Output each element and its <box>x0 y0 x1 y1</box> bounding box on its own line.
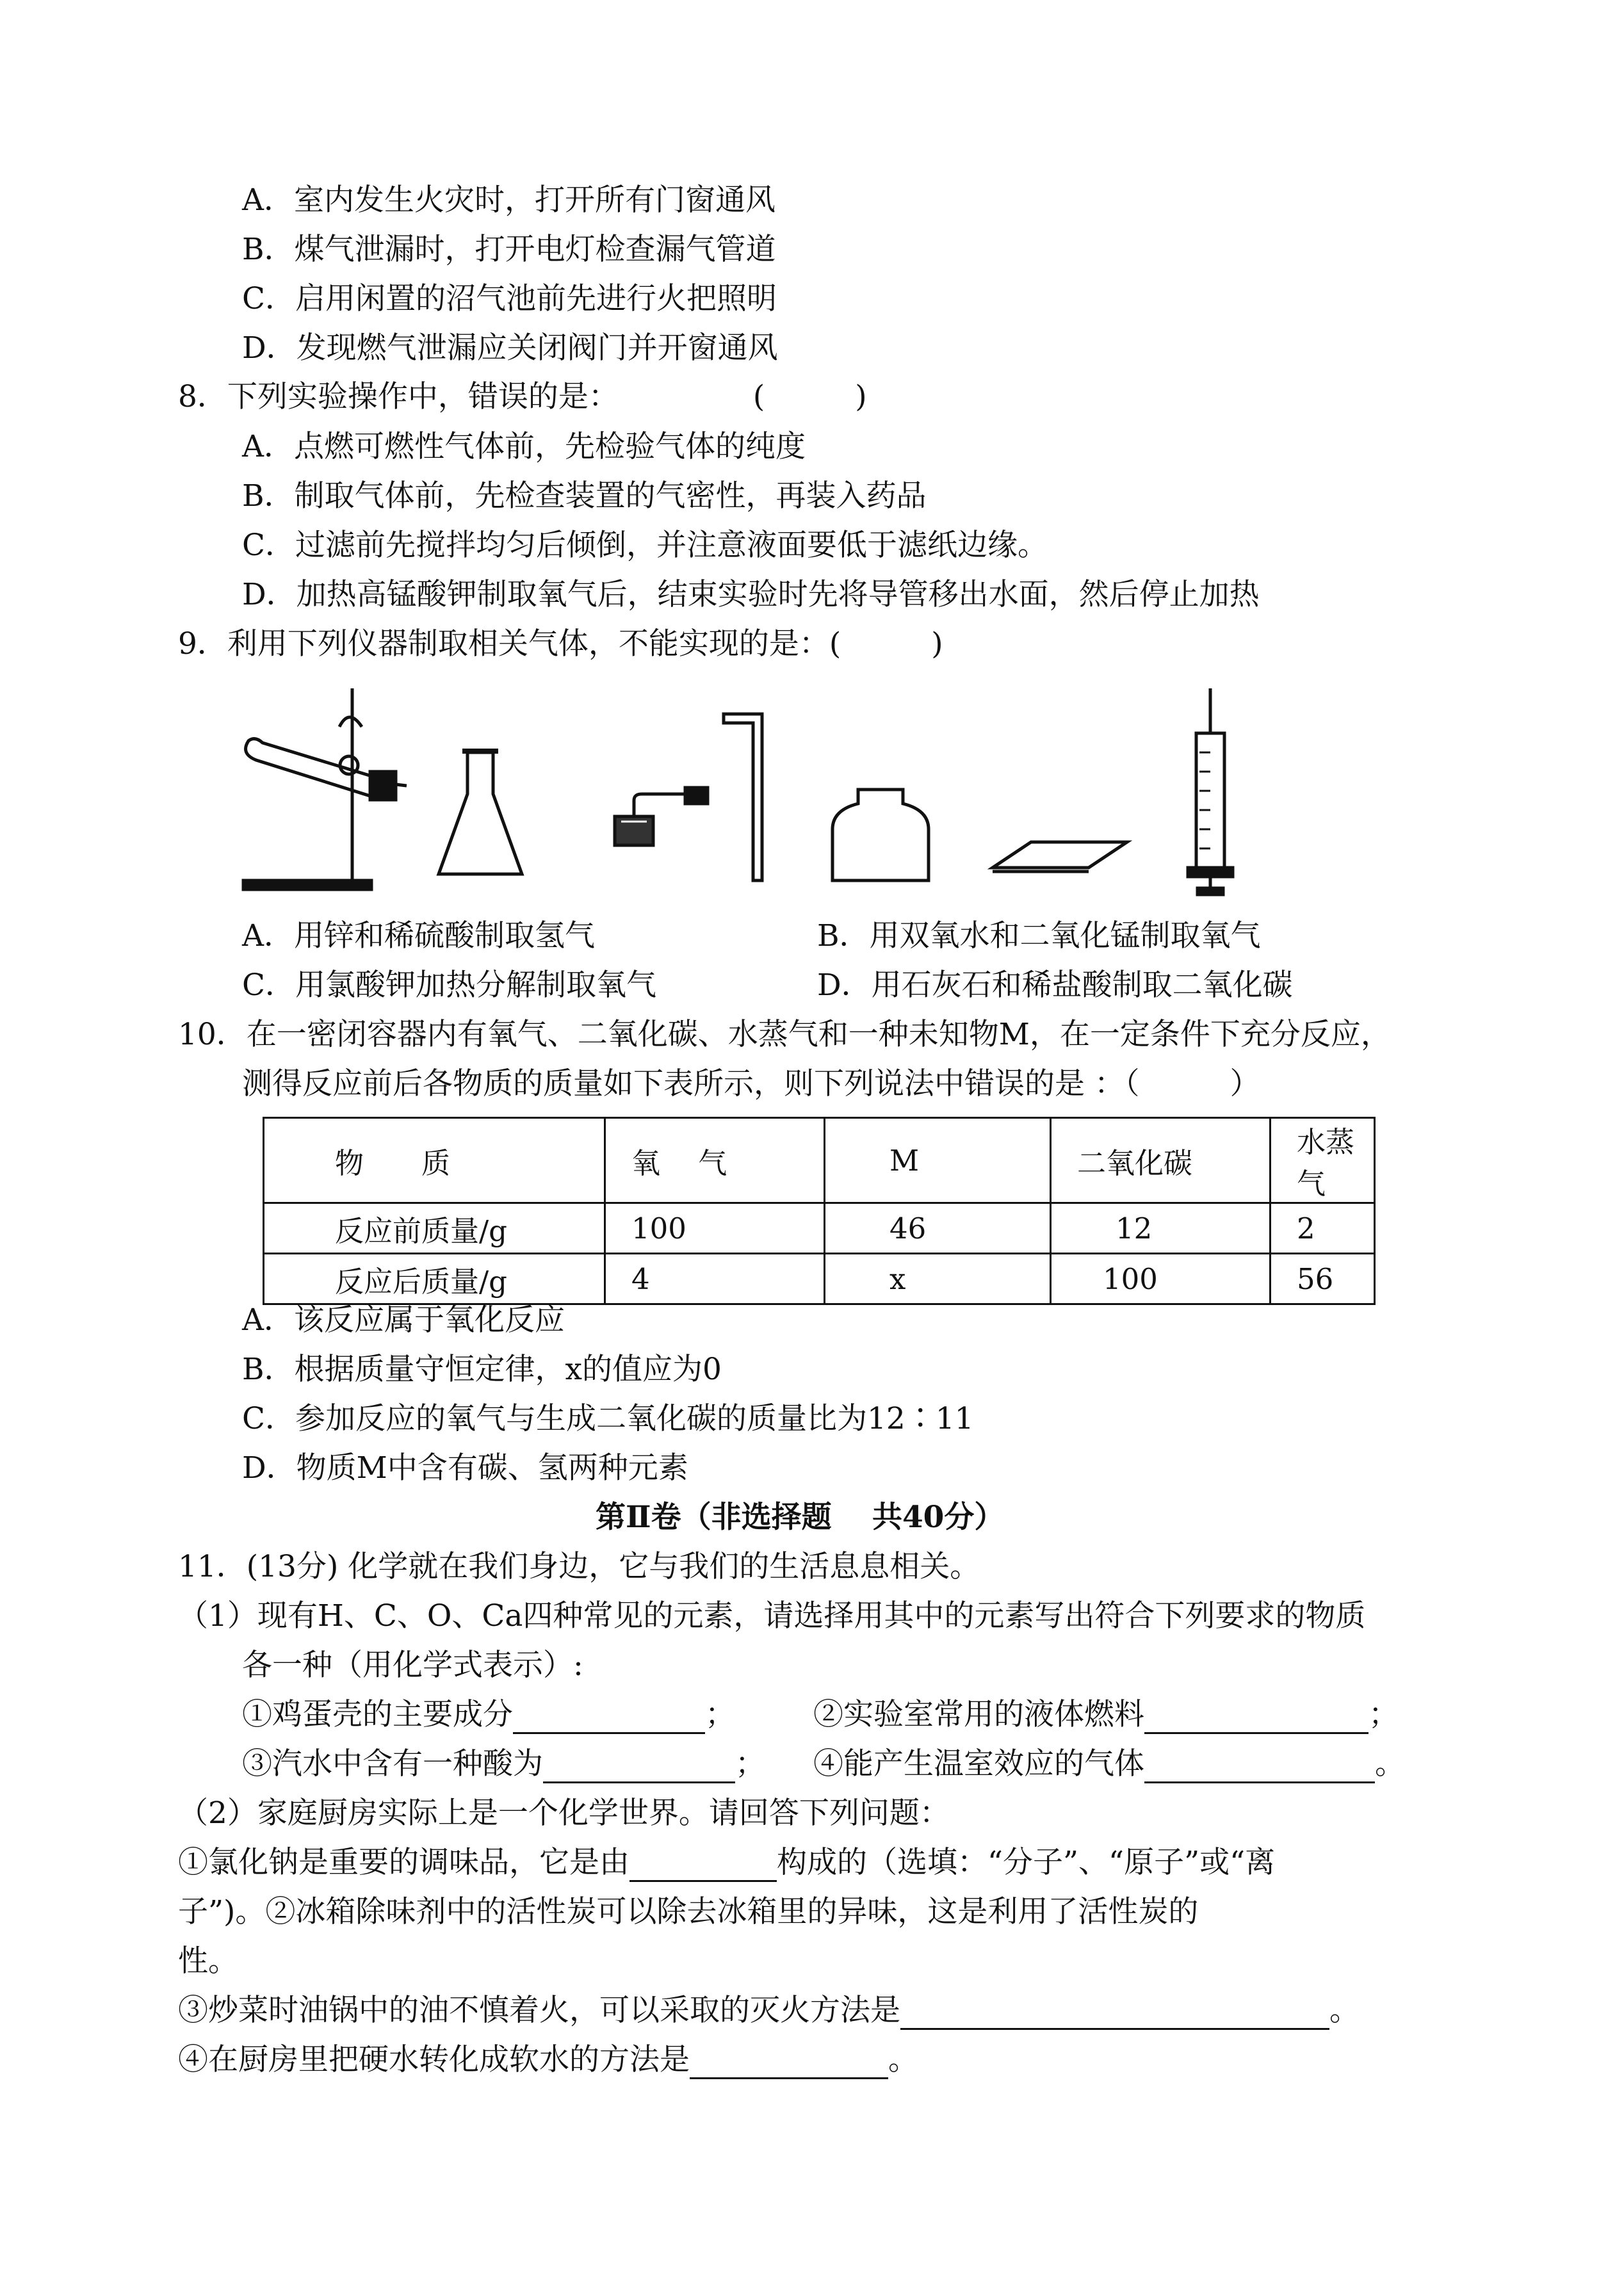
table-header-cell: 氧 气 <box>605 1118 825 1203</box>
q11-part2-line1 <box>178 1844 1275 1882</box>
table-header-row <box>264 1118 1375 1203</box>
semicolon: ； <box>735 1746 765 1781</box>
q8-option-c: C．过滤前先搅拌均匀后倾倒，并注意液面要低于滤纸边缘。 <box>242 528 1048 563</box>
table-row <box>264 1203 1375 1254</box>
table-cell: 反应后质量/g <box>264 1254 605 1304</box>
q11-part2-l1b: 构成的（选填：“分子”、“原子”或“离 <box>777 1845 1276 1880</box>
table-header-cell: 物 质 <box>264 1118 605 1203</box>
q10-option-b: B．根据质量守恒定律，x的值应为0 <box>242 1352 722 1387</box>
q11-item-a-label: ①鸡蛋壳的主要成分 <box>242 1697 513 1732</box>
period: 。 <box>1329 1993 1360 2028</box>
table-header-cell: M <box>825 1118 1051 1203</box>
period: 。 <box>1375 1746 1405 1781</box>
table-cell: 12 <box>1051 1203 1271 1254</box>
syringe-icon <box>1188 688 1233 895</box>
lab-apparatus-figure <box>237 682 1390 900</box>
q11-part2-line3: 性。 <box>178 1943 238 1979</box>
glass-plate-icon <box>993 842 1127 872</box>
q10-stem-line2: 测得反应前后各物质的质量如下表所示，则下列说法中错误的是 ：（ ） <box>242 1066 1260 1101</box>
q7-option-d: D．发现燃气泄漏应关闭阀门并开窗通风 <box>242 330 778 366</box>
q11-part2-line2: 子”)。②冰箱除味剂中的活性炭可以除去冰箱里的异味，这是利用了活性炭的 <box>178 1894 1199 1929</box>
q11-part2-l1a: ①氯化钠是重要的调味品，它是由 <box>178 1845 629 1880</box>
table-row <box>264 1254 1375 1304</box>
q8-option-a: A．点燃可燃性气体前，先检验气体的纯度 <box>242 429 806 464</box>
q11-part1-row2-right <box>813 1745 1405 1783</box>
period: 。 <box>888 2042 918 2077</box>
answer-blank[interactable] <box>1144 1751 1375 1783</box>
q11-item-d-label: ④能产生温室效应的气体 <box>813 1746 1144 1781</box>
q10-stem-line1: 10．在一密闭容器内有氧气、二氧化碳、水蒸气和一种未知物M，在一定条件下充分反应， <box>178 1017 1391 1052</box>
q8-option-d: D．加热高锰酸钾制取氧气后，结束实验时先将导管移出水面，然后停止加热 <box>242 577 1260 612</box>
q11-part2-line4 <box>178 1991 1360 2030</box>
q10-option-a: A．该反应属于氧化反应 <box>242 1302 565 1338</box>
q11-item-b-label: ②实验室常用的液体燃料 <box>813 1697 1144 1732</box>
answer-blank[interactable] <box>629 1849 777 1882</box>
q11-part2-line5 <box>178 2041 918 2079</box>
q9-option-d: D．用石灰石和稀盐酸制取二氧化碳 <box>817 968 1293 1003</box>
q11-part2-title: （2）家庭厨房实际上是一个化学世界。请回答下列问题： <box>178 1796 950 1831</box>
table-cell: 56 <box>1271 1254 1375 1304</box>
q11-stem: 11．(13分) 化学就在我们身边，它与我们的生活息息相关。 <box>178 1549 980 1584</box>
mass-table <box>263 1117 1376 1305</box>
q11-part1-row1-right <box>813 1696 1399 1734</box>
table-cell: 100 <box>1051 1254 1271 1304</box>
q9-stem: 9．利用下列仪器制取相关气体，不能实现的是：( ) <box>178 626 943 661</box>
gas-bottle-icon <box>832 790 929 880</box>
rubber-stopper-tube-icon <box>615 788 708 845</box>
q11-part2-l4: ③炒菜时油锅中的油不慎着火，可以采取的灭火方法是 <box>178 1993 900 2028</box>
q11-part1-line1: （1）现有H、C、O、Ca四种常见的元素，请选择用其中的元素写出符合下列要求的物质 <box>178 1598 1366 1634</box>
q11-part1-line2: 各一种（用化学式表示）: <box>242 1648 583 1683</box>
q11-item-c-label: ③汽水中含有一种酸为 <box>242 1746 543 1781</box>
conical-flask-icon <box>439 751 522 874</box>
bent-glass-tube-icon <box>724 714 762 880</box>
answer-blank[interactable] <box>513 1701 705 1734</box>
semicolon: ； <box>705 1697 735 1732</box>
semicolon: ； <box>1368 1697 1399 1732</box>
q8-stem-text: 8．下列实验操作中，错误的是： <box>178 379 619 414</box>
q10-option-d: D．物质M中含有碳、氢两种元素 <box>242 1450 688 1486</box>
q9-option-b: B．用双氧水和二氧化锰制取氧气 <box>817 918 1261 953</box>
table-cell: 4 <box>605 1254 825 1304</box>
q10-option-c: C．参加反应的氧气与生成二氧化碳的质量比为12∶11 <box>242 1401 974 1436</box>
q7-option-c: C．启用闲置的沼气池前先进行火把照明 <box>242 281 777 316</box>
q8-option-b: B．制取气体前，先检查装置的气密性，再装入药品 <box>242 478 927 514</box>
q11-part2-l5: ④在厨房里把硬水转化成软水的方法是 <box>178 2042 690 2077</box>
q11-part1-row2-left <box>242 1745 765 1783</box>
answer-blank[interactable] <box>1144 1701 1368 1734</box>
q9-option-c: C．用氯酸钾加热分解制取氧气 <box>242 968 656 1003</box>
table-header-cell: 二氧化碳 <box>1051 1118 1271 1203</box>
q7-option-a: A．室内发生火灾时，打开所有门窗通风 <box>242 182 775 218</box>
section-2-title: 第Ⅱ卷（非选择题 共40分） <box>596 1500 1005 1535</box>
table-cell: 反应前质量/g <box>264 1203 605 1254</box>
q8-stem <box>178 378 867 416</box>
answer-blank[interactable] <box>690 2047 888 2079</box>
answer-blank[interactable] <box>900 1997 1329 2030</box>
q7-option-b: B．煤气泄漏时，打开电灯检查漏气管道 <box>242 232 776 267</box>
table-cell: 2 <box>1271 1203 1375 1254</box>
table-cell: 46 <box>825 1203 1051 1254</box>
answer-blank[interactable] <box>543 1751 735 1783</box>
q9-option-a: A．用锌和稀硫酸制取氢气 <box>242 918 595 953</box>
table-header-cell: 水蒸气 <box>1271 1118 1375 1203</box>
q8-answer-bracket: ( ) <box>752 379 867 414</box>
q11-part1-row1-left <box>242 1696 735 1734</box>
iron-stand-test-tube-icon <box>243 688 407 889</box>
table-cell: x <box>825 1254 1051 1304</box>
table-cell: 100 <box>605 1203 825 1254</box>
